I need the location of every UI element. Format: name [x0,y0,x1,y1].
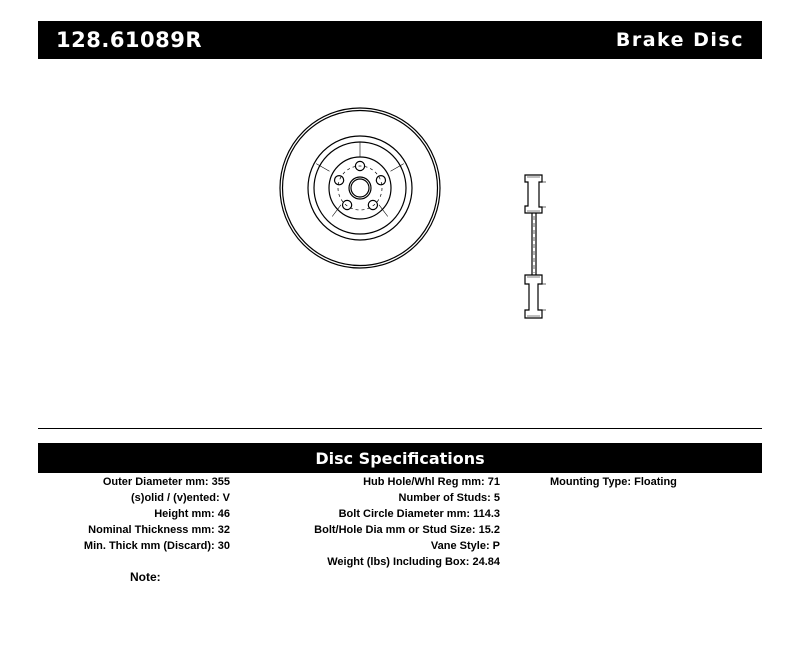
spec-column-right [508,474,762,570]
brake-rotor-face-view [280,108,440,268]
spec-column-left [38,474,238,570]
spec-item: Hub Hole/Whl Reg mm: 71 [363,476,500,488]
note-label: Note: [130,570,161,584]
technical-drawing [38,70,762,420]
spec-item: Min. Thick mm (Discard): 30 [83,540,230,552]
document-type-label: Brake Disc [615,29,744,51]
spec-item: Nominal Thickness mm: 32 [88,524,230,536]
document-header-bar [38,21,762,59]
spec-table [38,474,762,570]
spec-item: Weight (lbs) Including Box: 24.84 [327,556,500,568]
spec-item: Mounting Type: Floating [550,476,677,488]
spec-item: Vane Style: P [430,540,500,552]
section-divider [38,428,762,429]
spec-section-header [38,443,762,473]
spec-item: Bolt/Hole Dia mm or Stud Size: 15.2 [314,524,500,536]
spec-section-title: Disc Specifications [315,448,485,468]
spec-column-middle [238,474,508,570]
spec-item: Height mm: 46 [154,508,230,520]
spec-item: Number of Studs: 5 [398,492,500,504]
spec-item: (s)olid / (v)ented: V [131,492,230,504]
spec-item: Outer Diameter mm: 355 [102,476,230,488]
part-number: 128.61089R [56,28,203,52]
brake-rotor-cross-section-view [525,175,546,318]
spec-item: Bolt Circle Diameter mm: 114.3 [338,508,500,520]
